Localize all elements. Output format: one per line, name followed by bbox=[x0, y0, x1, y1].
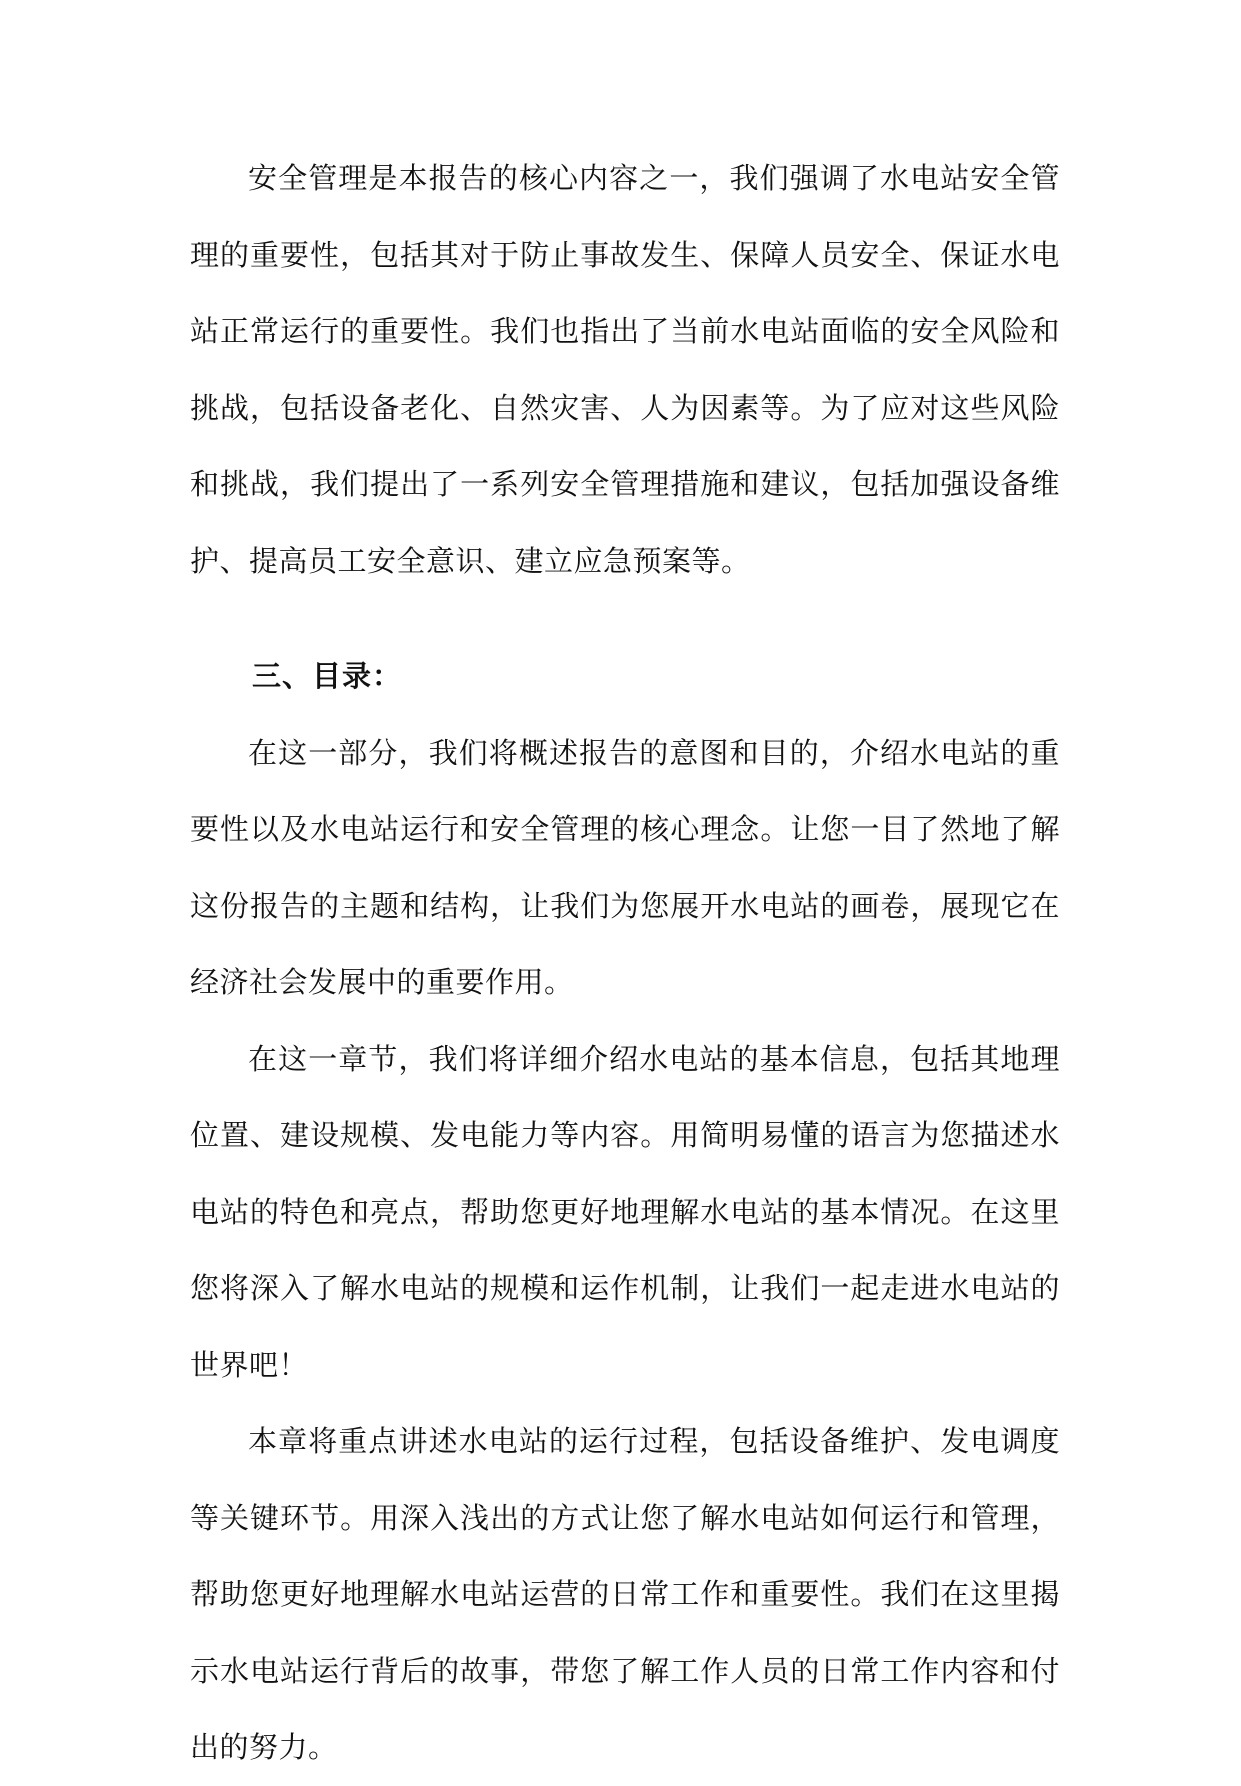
paragraph-basic-info: 在这一章节，我们将详细介绍水电站的基本信息，包括其地理位置、建设规模、发电能力等内容。用简明易懂的语言为您描述水电站的特色和亮点，帮助您更好地理解水电站的基本情况。在这里您将深入了解水电站的规模和运作机制，让我们一起走进水电站的世界吧！ bbox=[190, 1041, 1060, 1382]
paragraph-safety-management: 安全管理是本报告的核心内容之一，我们强调了水电站安全管理的重要性，包括其对于防止事故发生、保障人员安全、保证水电站正常运行的重要性。我们也指出了当前水电站面临的安全风险和挑战，包括设备老化、自然灾害、人为因素等。为了应对这些风险和挑战，我们提出了一系列安全管理措施和建议，包括加强设备维护、提高员工安全意识、建立应急预案等。 bbox=[190, 161, 1060, 578]
paragraph-overview: 在这一部分，我们将概述报告的意图和目的，介绍水电站的重要性以及水电站运行和安全管理的核心理念。让您一目了然地了解这份报告的主题和结构，让我们为您展开水电站的画卷，展现它在经济社会发展中的重要作用。 bbox=[190, 735, 1060, 999]
paragraph-operation-process: 本章将重点讲述水电站的运行过程，包括设备维护、发电调度等关键环节。用深入浅出的方式让您了解水电站如何运行和管理，帮助您更好地理解水电站运营的日常工作和重要性。我们在这里揭示水电站运行背后的故事，带您了解工作人员的日常工作内容和付出的努力。 bbox=[190, 1424, 1060, 1764]
section-heading-table-of-contents: 三、目录： bbox=[252, 659, 403, 693]
document-body bbox=[190, 140, 1060, 1786]
